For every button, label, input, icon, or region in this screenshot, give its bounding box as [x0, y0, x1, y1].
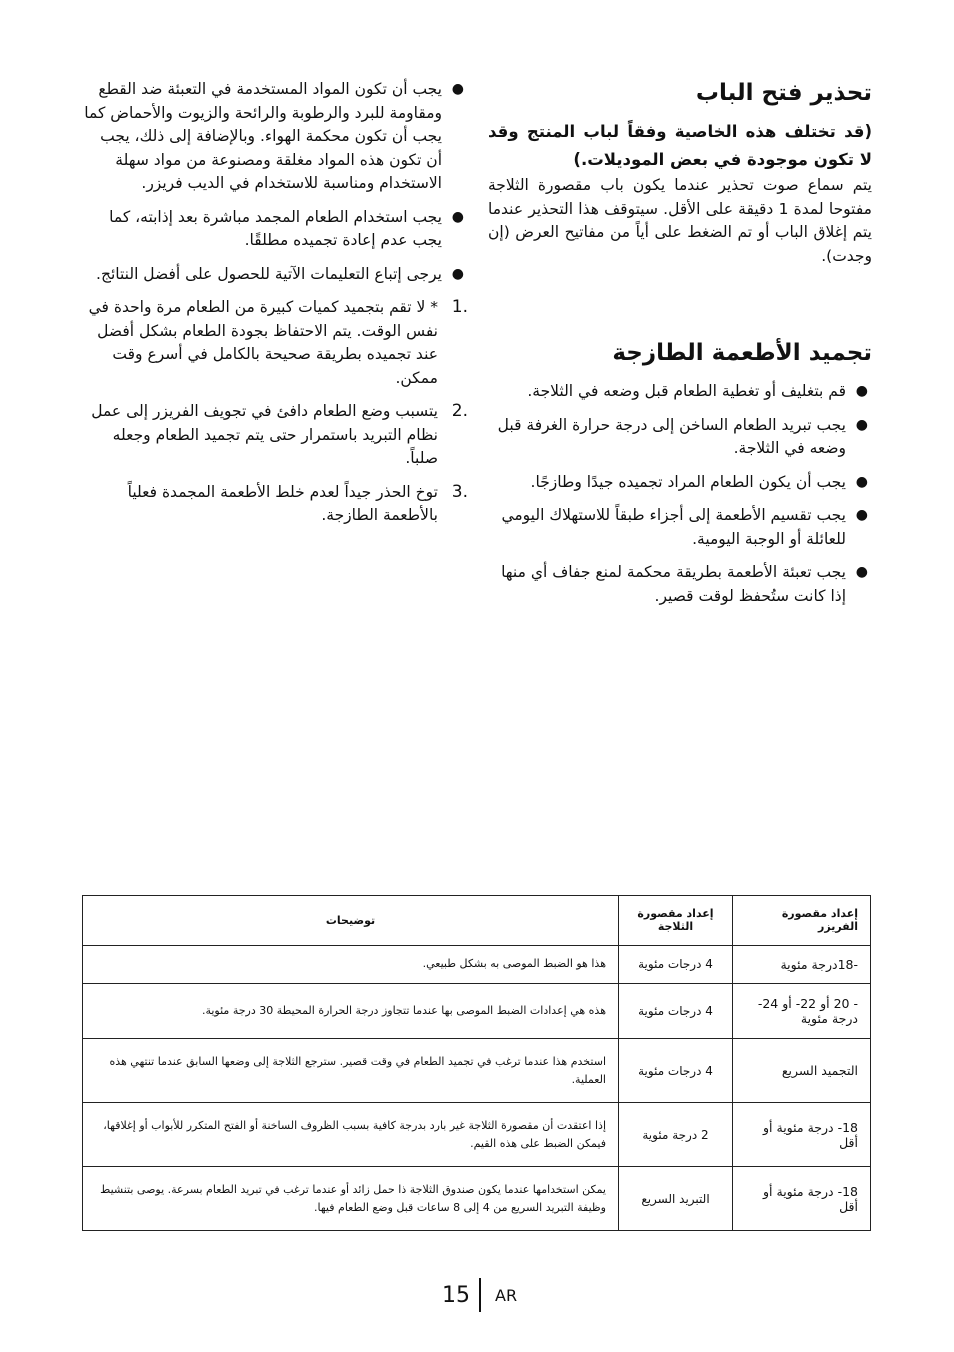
cell-fridge: 2 درجة مئوية	[619, 1103, 733, 1167]
list-item	[488, 414, 872, 461]
numbered-item-text: * لا تقم بتجميد كميات كبيرة من الطعام مرة واحدة في نفس الوقت. يتم الاحتفاظ بجودة الطعام بشكل أفضل عند تجميده بطريقة صحيحة بالكامل في أسرع وقت ممكن.	[88, 298, 438, 387]
cell-notes: يمكن استخدامها عندما يكون صندوق الثلاجة ذا حمل زائد أو عندما ترغب في تبريد الطعام بسرعة. يوصى بتنشيط وظيفة التبريد السريع من 4 إلى 8 ساعات قبل وضع الطعام فيها.	[83, 1167, 619, 1231]
list-item	[488, 380, 872, 404]
right-column	[488, 78, 872, 618]
door-warning-text: يتم سماع صوت تحذير عندما يكون باب مقصورة الثلاجة مفتوحا لمدة 1 دقيقة على الأقل. سيتوقف هذا التحذير عندما يتم إغلاق الباب أو تم الضغط على أياً من مفاتيح العرض (إن وجدت).	[488, 176, 872, 265]
settings-table	[82, 895, 871, 1231]
table-row	[83, 983, 871, 1038]
cell-fridge: 4 درجات مئوية	[619, 1039, 733, 1103]
cell-freezer: 18- درجة مئوية أو أقل	[733, 1103, 871, 1167]
page-footer	[442, 1278, 517, 1312]
list-item-text: يجب تقسيم الأطعمة إلى أجزاء طبقاً للاستهلاك اليومي للعائلة أو الوجبة اليومية.	[501, 506, 846, 548]
page-number: 15	[442, 1282, 470, 1308]
cell-fridge: 4 درجات مئوية	[619, 945, 733, 983]
list-item-text: يرجى إتباع التعليمات الآتية للحصول على أفضل النتائج.	[96, 264, 442, 283]
table-header-row	[83, 896, 871, 946]
instructions-list	[82, 296, 468, 528]
cell-notes: إذا اعتقدت أن مقصورة الثلاجة غير بارد بدرجة كافية بسبب الظروف الساخنة أو الفتح المتكرر للأبواب أو إغلاقها، فيمكن الضبط على هذه القيم.	[83, 1103, 619, 1167]
fresh-food-section	[488, 338, 872, 608]
numbered-item	[82, 400, 468, 471]
list-item-text: يجب تعبئة الأطعمة بطريقة محكمة لمنع جفاف أي منها إذا كانت ستُحفظ لوقت قصير.	[501, 563, 846, 605]
cell-freezer: التجميد السريع	[733, 1039, 871, 1103]
list-item	[82, 206, 468, 253]
cell-fridge: 4 درجات مئوية	[619, 983, 733, 1038]
list-item	[488, 561, 872, 608]
door-warning-title: تحذير فتح الباب	[695, 80, 872, 106]
packaging-list	[82, 78, 468, 286]
table-row	[83, 1167, 871, 1231]
list-item-text: يجب أن يكون الطعام المراد تجميده جيدًا وطازجًا.	[530, 472, 846, 491]
bullet-icon: ●	[451, 81, 464, 97]
header-fridge: إعداد مقصورة الثلاجة	[619, 896, 733, 946]
table-row	[83, 1103, 871, 1167]
cell-notes: هذه هي إعدادات الضبط الموصى بها عندما تتجاوز درجة الحرارة المحيطة 30 درجة مئوية.	[83, 983, 619, 1038]
header-notes: توضيحات	[83, 896, 619, 946]
door-warning-section	[488, 78, 872, 268]
bullet-icon: ●	[855, 507, 868, 523]
cell-notes: استخدم هذا عندما ترغب في تجميد الطعام في وقت قصير. سترجع الثلاجة إلى وضعها السابق عندما تنتهي هذه العملية.	[83, 1039, 619, 1103]
table-row	[83, 945, 871, 983]
bullet-icon: ●	[451, 208, 464, 225]
cell-fridge: التبريد السريع	[619, 1167, 733, 1231]
item-number: 1.	[451, 297, 468, 317]
list-item-text: يجب استخدام الطعام المجمد مباشرة بعد إذابته، كما يجب عدم إعادة تجميده مطلقًا.	[109, 207, 442, 249]
left-column	[82, 78, 468, 538]
footer-divider	[479, 1278, 481, 1312]
language-code: AR	[495, 1285, 518, 1305]
fresh-food-title: تجميد الأطعمة الطازجة	[612, 340, 872, 366]
numbered-item	[82, 481, 468, 528]
bullet-icon: ●	[451, 265, 464, 282]
table-row	[83, 1039, 871, 1103]
list-item-text: يجب أن تكون المواد المستخدمة في التعبئة ضد القطع ومقاومة للبرد والرطوبة والرائحة والزيوت والأحماض كما يجب أن تكون محكمة الهواء. وبالإضافة إلى ذلك، يجب أن تكون هذه المواد مغلقة ومصنوعة من مواد سهلة الاستخدام ومناسبة للاستخدام في الديب فريزر.	[84, 80, 442, 192]
cell-freezer: -18درجة مئوية	[733, 945, 871, 983]
list-item	[488, 504, 872, 551]
cell-notes: هذا هو الضبط الموصى به بشكل طبيعي.	[83, 945, 619, 983]
item-number: 3.	[451, 481, 468, 502]
numbered-item-text: يتسبب وضع الطعام دافئ في تجويف الفريزر إلى عمل نظام التبريد باستمرار حتى يتم تجميد الطعام وجعله صلباً.	[91, 402, 438, 467]
bullet-icon: ●	[855, 416, 868, 433]
cell-freezer: - 20 أو 22- أو 24- درجة مئوية	[733, 983, 871, 1038]
header-freezer: إعداد مقصورة الفريزر	[733, 896, 871, 946]
bullet-icon: ●	[855, 383, 868, 399]
fresh-food-list	[488, 380, 872, 608]
bullet-icon: ●	[855, 473, 868, 490]
item-number: 2.	[451, 401, 468, 421]
list-item	[82, 263, 468, 287]
cell-freezer: 18- درجة مئوية أو أقل	[733, 1167, 871, 1231]
door-warning-subtitle: (قد تختلف هذه الخاصية وفقاً لباب المنتج وقد لا تكون موجودة في بعض الموديلات.)	[488, 122, 872, 169]
list-item-text: قم بتغليف أو تغطية الطعام قبل وضعه في الثلاجة.	[527, 382, 846, 400]
list-item	[488, 471, 872, 495]
numbered-item-text: توخ الحذر جيداً لعدم خلط الأطعمة المجمدة فعلياً بالأطعمة الطازجة.	[127, 482, 438, 524]
list-item-text: يجب تبريد الطعام الساخن إلى درجة حرارة الغرفة قبل وضعه في الثلاجة.	[497, 415, 846, 457]
list-item	[82, 78, 468, 196]
numbered-item	[82, 296, 468, 390]
bullet-icon: ●	[855, 564, 868, 580]
